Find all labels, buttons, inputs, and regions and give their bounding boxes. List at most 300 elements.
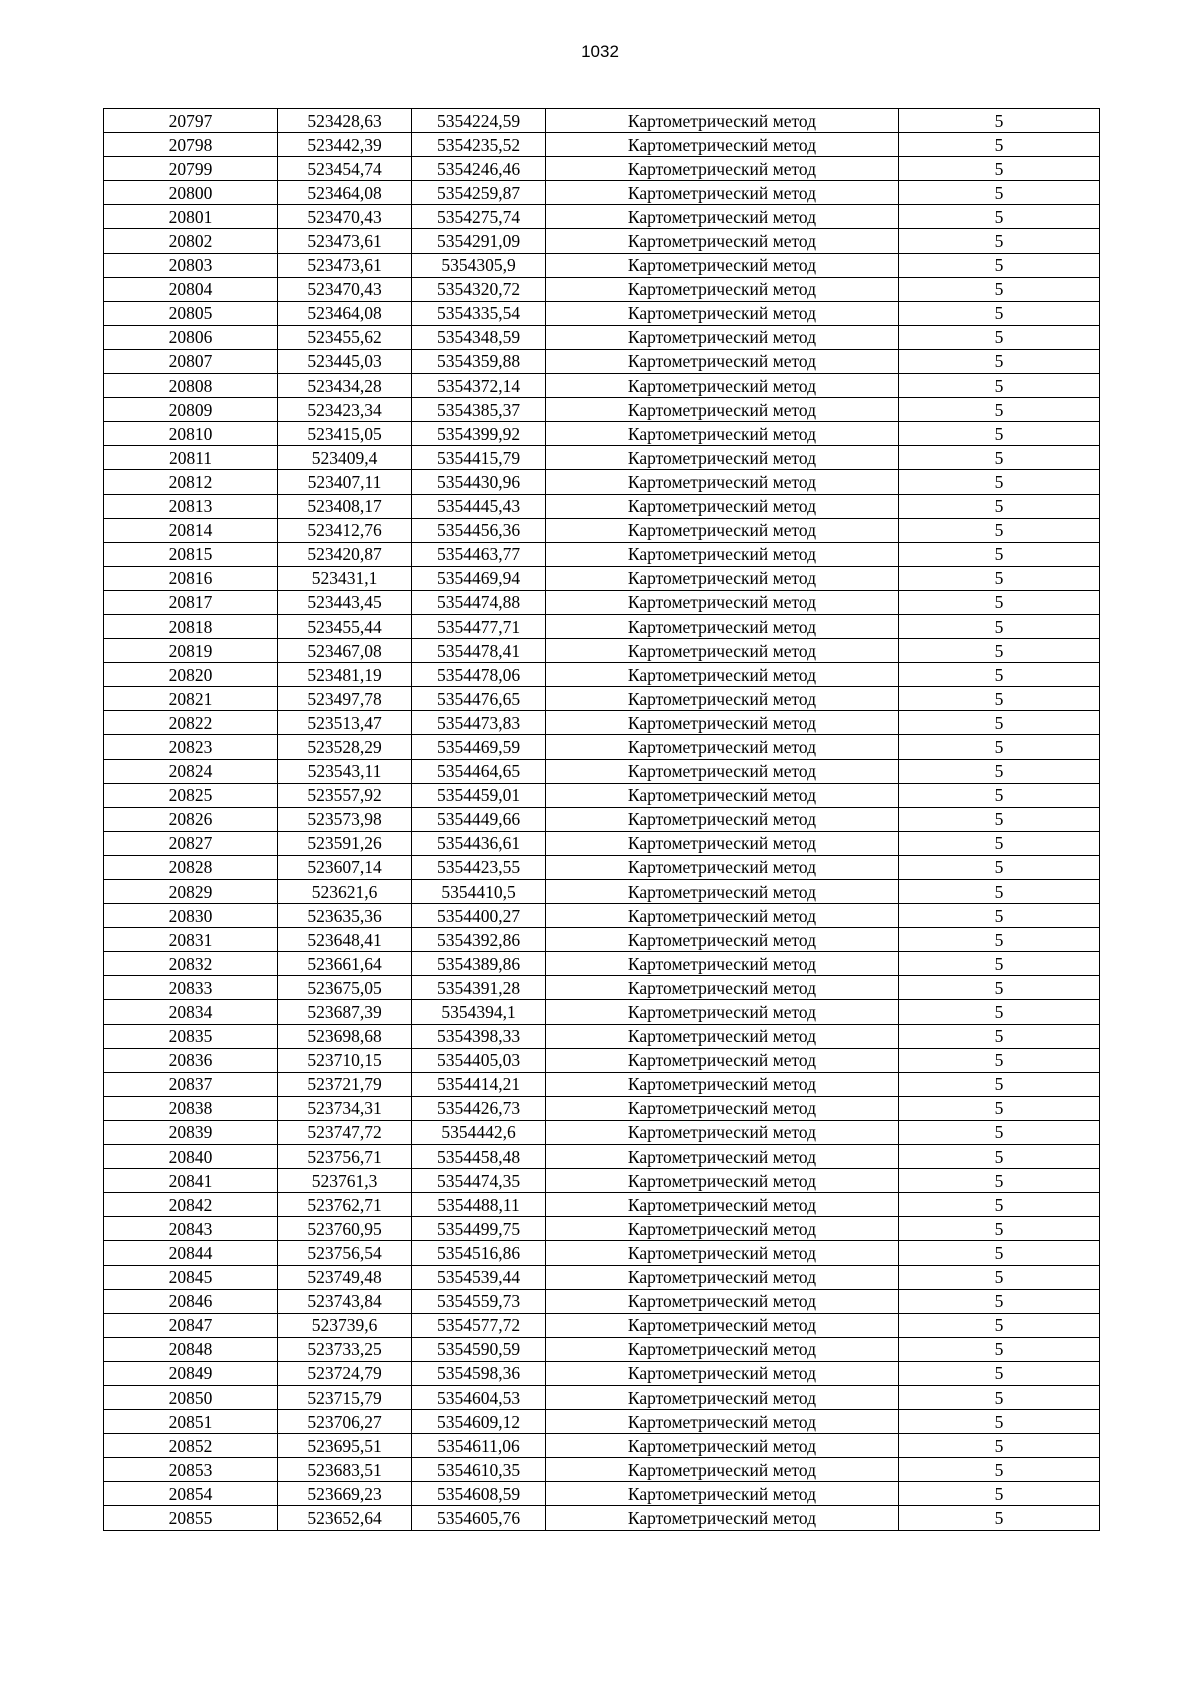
x-coordinate-cell: 523733,25 [278,1337,412,1361]
x-coordinate-cell: 523513,47 [278,711,412,735]
x-coordinate-cell: 523724,79 [278,1361,412,1385]
x-coordinate-cell: 523557,92 [278,783,412,807]
method-cell: Картометрический метод [546,1385,899,1409]
method-cell: Картометрический метод [546,277,899,301]
x-coordinate-cell: 523408,17 [278,494,412,518]
table-row [104,590,1100,614]
table-row [104,614,1100,638]
method-cell: Картометрический метод [546,1169,899,1193]
y-coordinate-cell: 5354392,86 [412,928,546,952]
y-coordinate-cell: 5354305,9 [412,253,546,277]
point-number-cell: 20808 [104,374,278,398]
accuracy-cell: 5 [899,181,1100,205]
method-cell: Картометрический метод [546,1482,899,1506]
x-coordinate-cell: 523445,03 [278,349,412,373]
point-number-cell: 20831 [104,928,278,952]
y-coordinate-cell: 5354598,36 [412,1361,546,1385]
table-row [104,1265,1100,1289]
point-number-cell: 20832 [104,952,278,976]
x-coordinate-cell: 523464,08 [278,181,412,205]
method-cell: Картометрический метод [546,446,899,470]
accuracy-cell: 5 [899,1482,1100,1506]
accuracy-cell: 5 [899,952,1100,976]
point-number-cell: 20819 [104,639,278,663]
coordinates-table [103,108,1100,1531]
y-coordinate-cell: 5354224,59 [412,109,546,133]
table-row [104,1193,1100,1217]
y-coordinate-cell: 5354400,27 [412,904,546,928]
method-cell: Картометрический метод [546,494,899,518]
method-cell: Картометрический метод [546,1313,899,1337]
table-row [104,1458,1100,1482]
table-row [104,325,1100,349]
method-cell: Картометрический метод [546,157,899,181]
accuracy-cell: 5 [899,325,1100,349]
table-row [104,1337,1100,1361]
y-coordinate-cell: 5354463,77 [412,542,546,566]
accuracy-cell: 5 [899,229,1100,253]
x-coordinate-cell: 523652,64 [278,1506,412,1530]
point-number-cell: 20814 [104,518,278,542]
method-cell: Картометрический метод [546,759,899,783]
y-coordinate-cell: 5354414,21 [412,1072,546,1096]
accuracy-cell: 5 [899,1024,1100,1048]
accuracy-cell: 5 [899,398,1100,422]
method-cell: Картометрический метод [546,1217,899,1241]
method-cell: Картометрический метод [546,253,899,277]
x-coordinate-cell: 523409,4 [278,446,412,470]
x-coordinate-cell: 523706,27 [278,1410,412,1434]
point-number-cell: 20840 [104,1145,278,1169]
table-row [104,349,1100,373]
y-coordinate-cell: 5354385,37 [412,398,546,422]
point-number-cell: 20811 [104,446,278,470]
y-coordinate-cell: 5354348,59 [412,325,546,349]
method-cell: Картометрический метод [546,349,899,373]
accuracy-cell: 5 [899,1289,1100,1313]
accuracy-cell: 5 [899,1193,1100,1217]
x-coordinate-cell: 523528,29 [278,735,412,759]
accuracy-cell: 5 [899,1361,1100,1385]
accuracy-cell: 5 [899,253,1100,277]
y-coordinate-cell: 5354291,09 [412,229,546,253]
method-cell: Картометрический метод [546,1434,899,1458]
y-coordinate-cell: 5354611,06 [412,1434,546,1458]
accuracy-cell: 5 [899,759,1100,783]
point-number-cell: 20855 [104,1506,278,1530]
point-number-cell: 20804 [104,277,278,301]
method-cell: Картометрический метод [546,133,899,157]
accuracy-cell: 5 [899,422,1100,446]
y-coordinate-cell: 5354474,88 [412,590,546,614]
method-cell: Картометрический метод [546,181,899,205]
x-coordinate-cell: 523423,34 [278,398,412,422]
accuracy-cell: 5 [899,855,1100,879]
table-row [104,494,1100,518]
point-number-cell: 20826 [104,807,278,831]
method-cell: Картометрический метод [546,1241,899,1265]
table-row [104,807,1100,831]
method-cell: Картометрический метод [546,1361,899,1385]
point-number-cell: 20813 [104,494,278,518]
table-row [104,109,1100,133]
point-number-cell: 20837 [104,1072,278,1096]
y-coordinate-cell: 5354499,75 [412,1217,546,1241]
accuracy-cell: 5 [899,928,1100,952]
accuracy-cell: 5 [899,1120,1100,1144]
accuracy-cell: 5 [899,349,1100,373]
table-row [104,928,1100,952]
point-number-cell: 20797 [104,109,278,133]
accuracy-cell: 5 [899,1048,1100,1072]
table-row [104,735,1100,759]
y-coordinate-cell: 5354516,86 [412,1241,546,1265]
x-coordinate-cell: 523756,54 [278,1241,412,1265]
table-row [104,880,1100,904]
accuracy-cell: 5 [899,590,1100,614]
table-row [104,1434,1100,1458]
point-number-cell: 20798 [104,133,278,157]
accuracy-cell: 5 [899,711,1100,735]
point-number-cell: 20806 [104,325,278,349]
table-row [104,446,1100,470]
point-number-cell: 20824 [104,759,278,783]
method-cell: Картометрический метод [546,566,899,590]
y-coordinate-cell: 5354474,35 [412,1169,546,1193]
x-coordinate-cell: 523431,1 [278,566,412,590]
accuracy-cell: 5 [899,518,1100,542]
y-coordinate-cell: 5354478,06 [412,663,546,687]
point-number-cell: 20841 [104,1169,278,1193]
accuracy-cell: 5 [899,663,1100,687]
point-number-cell: 20836 [104,1048,278,1072]
table-row [104,229,1100,253]
accuracy-cell: 5 [899,976,1100,1000]
table-row [104,470,1100,494]
accuracy-cell: 5 [899,157,1100,181]
accuracy-cell: 5 [899,1410,1100,1434]
point-number-cell: 20821 [104,687,278,711]
method-cell: Картометрический метод [546,663,899,687]
method-cell: Картометрический метод [546,1072,899,1096]
x-coordinate-cell: 523695,51 [278,1434,412,1458]
x-coordinate-cell: 523473,61 [278,229,412,253]
y-coordinate-cell: 5354436,61 [412,831,546,855]
accuracy-cell: 5 [899,374,1100,398]
table-row [104,1289,1100,1313]
method-cell: Картометрический метод [546,1410,899,1434]
y-coordinate-cell: 5354235,52 [412,133,546,157]
method-cell: Картометрический метод [546,422,899,446]
method-cell: Картометрический метод [546,205,899,229]
accuracy-cell: 5 [899,1385,1100,1409]
accuracy-cell: 5 [899,1072,1100,1096]
x-coordinate-cell: 523675,05 [278,976,412,1000]
y-coordinate-cell: 5354442,6 [412,1120,546,1144]
table-row [104,301,1100,325]
table-row [104,157,1100,181]
accuracy-cell: 5 [899,1434,1100,1458]
x-coordinate-cell: 523710,15 [278,1048,412,1072]
table-row [104,663,1100,687]
method-cell: Картометрический метод [546,518,899,542]
method-cell: Картометрический метод [546,831,899,855]
point-number-cell: 20805 [104,301,278,325]
method-cell: Картометрический метод [546,855,899,879]
point-number-cell: 20838 [104,1096,278,1120]
x-coordinate-cell: 523464,08 [278,301,412,325]
table-row [104,422,1100,446]
table-row [104,181,1100,205]
point-number-cell: 20844 [104,1241,278,1265]
y-coordinate-cell: 5354275,74 [412,205,546,229]
method-cell: Картометрический метод [546,614,899,638]
x-coordinate-cell: 523687,39 [278,1000,412,1024]
point-number-cell: 20807 [104,349,278,373]
accuracy-cell: 5 [899,494,1100,518]
point-number-cell: 20802 [104,229,278,253]
method-cell: Картометрический метод [546,374,899,398]
method-cell: Картометрический метод [546,398,899,422]
x-coordinate-cell: 523715,79 [278,1385,412,1409]
point-number-cell: 20830 [104,904,278,928]
y-coordinate-cell: 5354391,28 [412,976,546,1000]
x-coordinate-cell: 523470,43 [278,205,412,229]
accuracy-cell: 5 [899,1096,1100,1120]
method-cell: Картометрический метод [546,928,899,952]
table-row [104,205,1100,229]
accuracy-cell: 5 [899,1265,1100,1289]
x-coordinate-cell: 523621,6 [278,880,412,904]
accuracy-cell: 5 [899,566,1100,590]
accuracy-cell: 5 [899,1145,1100,1169]
x-coordinate-cell: 523467,08 [278,639,412,663]
y-coordinate-cell: 5354449,66 [412,807,546,831]
table-row [104,1169,1100,1193]
method-cell: Картометрический метод [546,1024,899,1048]
accuracy-cell: 5 [899,133,1100,157]
table-row [104,1482,1100,1506]
method-cell: Картометрический метод [546,952,899,976]
accuracy-cell: 5 [899,831,1100,855]
x-coordinate-cell: 523573,98 [278,807,412,831]
coordinates-table-body [104,109,1100,1531]
y-coordinate-cell: 5354608,59 [412,1482,546,1506]
x-coordinate-cell: 523454,74 [278,157,412,181]
y-coordinate-cell: 5354410,5 [412,880,546,904]
point-number-cell: 20849 [104,1361,278,1385]
accuracy-cell: 5 [899,470,1100,494]
y-coordinate-cell: 5354469,59 [412,735,546,759]
table-row [104,759,1100,783]
point-number-cell: 20850 [104,1385,278,1409]
point-number-cell: 20823 [104,735,278,759]
x-coordinate-cell: 523761,3 [278,1169,412,1193]
point-number-cell: 20828 [104,855,278,879]
accuracy-cell: 5 [899,639,1100,663]
x-coordinate-cell: 523661,64 [278,952,412,976]
point-number-cell: 20818 [104,614,278,638]
method-cell: Картометрический метод [546,976,899,1000]
method-cell: Картометрический метод [546,1337,899,1361]
table-row [104,253,1100,277]
y-coordinate-cell: 5354610,35 [412,1458,546,1482]
table-row [104,1000,1100,1024]
accuracy-cell: 5 [899,880,1100,904]
y-coordinate-cell: 5354477,71 [412,614,546,638]
table-row [104,398,1100,422]
y-coordinate-cell: 5354464,65 [412,759,546,783]
point-number-cell: 20834 [104,1000,278,1024]
x-coordinate-cell: 523721,79 [278,1072,412,1096]
table-row [104,277,1100,301]
table-row [104,1313,1100,1337]
y-coordinate-cell: 5354456,36 [412,518,546,542]
y-coordinate-cell: 5354559,73 [412,1289,546,1313]
point-number-cell: 20854 [104,1482,278,1506]
table-row [104,566,1100,590]
method-cell: Картометрический метод [546,542,899,566]
point-number-cell: 20800 [104,181,278,205]
method-cell: Картометрический метод [546,639,899,663]
y-coordinate-cell: 5354604,53 [412,1385,546,1409]
accuracy-cell: 5 [899,446,1100,470]
x-coordinate-cell: 523455,62 [278,325,412,349]
x-coordinate-cell: 523442,39 [278,133,412,157]
x-coordinate-cell: 523434,28 [278,374,412,398]
y-coordinate-cell: 5354320,72 [412,277,546,301]
y-coordinate-cell: 5354423,55 [412,855,546,879]
point-number-cell: 20845 [104,1265,278,1289]
y-coordinate-cell: 5354473,83 [412,711,546,735]
point-number-cell: 20812 [104,470,278,494]
point-number-cell: 20825 [104,783,278,807]
point-number-cell: 20842 [104,1193,278,1217]
x-coordinate-cell: 523683,51 [278,1458,412,1482]
y-coordinate-cell: 5354476,65 [412,687,546,711]
y-coordinate-cell: 5354458,48 [412,1145,546,1169]
x-coordinate-cell: 523473,61 [278,253,412,277]
accuracy-cell: 5 [899,1169,1100,1193]
table-row [104,1361,1100,1385]
table-row [104,374,1100,398]
y-coordinate-cell: 5354389,86 [412,952,546,976]
method-cell: Картометрический метод [546,1506,899,1530]
x-coordinate-cell: 523743,84 [278,1289,412,1313]
table-row [104,831,1100,855]
x-coordinate-cell: 523760,95 [278,1217,412,1241]
point-number-cell: 20848 [104,1337,278,1361]
x-coordinate-cell: 523698,68 [278,1024,412,1048]
table-row [104,133,1100,157]
x-coordinate-cell: 523481,19 [278,663,412,687]
point-number-cell: 20827 [104,831,278,855]
point-number-cell: 20829 [104,880,278,904]
y-coordinate-cell: 5354488,11 [412,1193,546,1217]
table-row [104,711,1100,735]
y-coordinate-cell: 5354394,1 [412,1000,546,1024]
x-coordinate-cell: 523762,71 [278,1193,412,1217]
method-cell: Картометрический метод [546,1048,899,1072]
table-row [104,639,1100,663]
method-cell: Картометрический метод [546,325,899,349]
method-cell: Картометрический метод [546,1096,899,1120]
method-cell: Картометрический метод [546,687,899,711]
point-number-cell: 20847 [104,1313,278,1337]
method-cell: Картометрический метод [546,1120,899,1144]
accuracy-cell: 5 [899,277,1100,301]
x-coordinate-cell: 523420,87 [278,542,412,566]
accuracy-cell: 5 [899,1241,1100,1265]
accuracy-cell: 5 [899,1458,1100,1482]
y-coordinate-cell: 5354399,92 [412,422,546,446]
point-number-cell: 20816 [104,566,278,590]
y-coordinate-cell: 5354405,03 [412,1048,546,1072]
table-row [104,518,1100,542]
y-coordinate-cell: 5354605,76 [412,1506,546,1530]
accuracy-cell: 5 [899,687,1100,711]
x-coordinate-cell: 523428,63 [278,109,412,133]
y-coordinate-cell: 5354609,12 [412,1410,546,1434]
table-row [104,1024,1100,1048]
method-cell: Картометрический метод [546,807,899,831]
method-cell: Картометрический метод [546,1265,899,1289]
point-number-cell: 20822 [104,711,278,735]
x-coordinate-cell: 523470,43 [278,277,412,301]
point-number-cell: 20839 [104,1120,278,1144]
method-cell: Картометрический метод [546,783,899,807]
accuracy-cell: 5 [899,205,1100,229]
point-number-cell: 20809 [104,398,278,422]
accuracy-cell: 5 [899,783,1100,807]
x-coordinate-cell: 523443,45 [278,590,412,614]
y-coordinate-cell: 5354469,94 [412,566,546,590]
y-coordinate-cell: 5354359,88 [412,349,546,373]
table-row [104,976,1100,1000]
y-coordinate-cell: 5354577,72 [412,1313,546,1337]
x-coordinate-cell: 523648,41 [278,928,412,952]
method-cell: Картометрический метод [546,229,899,253]
y-coordinate-cell: 5354335,54 [412,301,546,325]
point-number-cell: 20833 [104,976,278,1000]
point-number-cell: 20852 [104,1434,278,1458]
method-cell: Картометрический метод [546,880,899,904]
table-row [104,1217,1100,1241]
accuracy-cell: 5 [899,735,1100,759]
method-cell: Картометрический метод [546,590,899,614]
y-coordinate-cell: 5354430,96 [412,470,546,494]
table-row [104,1120,1100,1144]
y-coordinate-cell: 5354590,59 [412,1337,546,1361]
x-coordinate-cell: 523415,05 [278,422,412,446]
table-row [104,1048,1100,1072]
x-coordinate-cell: 523749,48 [278,1265,412,1289]
point-number-cell: 20810 [104,422,278,446]
table-row [104,1385,1100,1409]
accuracy-cell: 5 [899,1313,1100,1337]
method-cell: Картометрический метод [546,711,899,735]
y-coordinate-cell: 5354539,44 [412,1265,546,1289]
x-coordinate-cell: 523591,26 [278,831,412,855]
accuracy-cell: 5 [899,1000,1100,1024]
point-number-cell: 20820 [104,663,278,687]
method-cell: Картометрический метод [546,1289,899,1313]
table-row [104,1241,1100,1265]
x-coordinate-cell: 523543,11 [278,759,412,783]
point-number-cell: 20835 [104,1024,278,1048]
x-coordinate-cell: 523669,23 [278,1482,412,1506]
method-cell: Картометрический метод [546,904,899,928]
